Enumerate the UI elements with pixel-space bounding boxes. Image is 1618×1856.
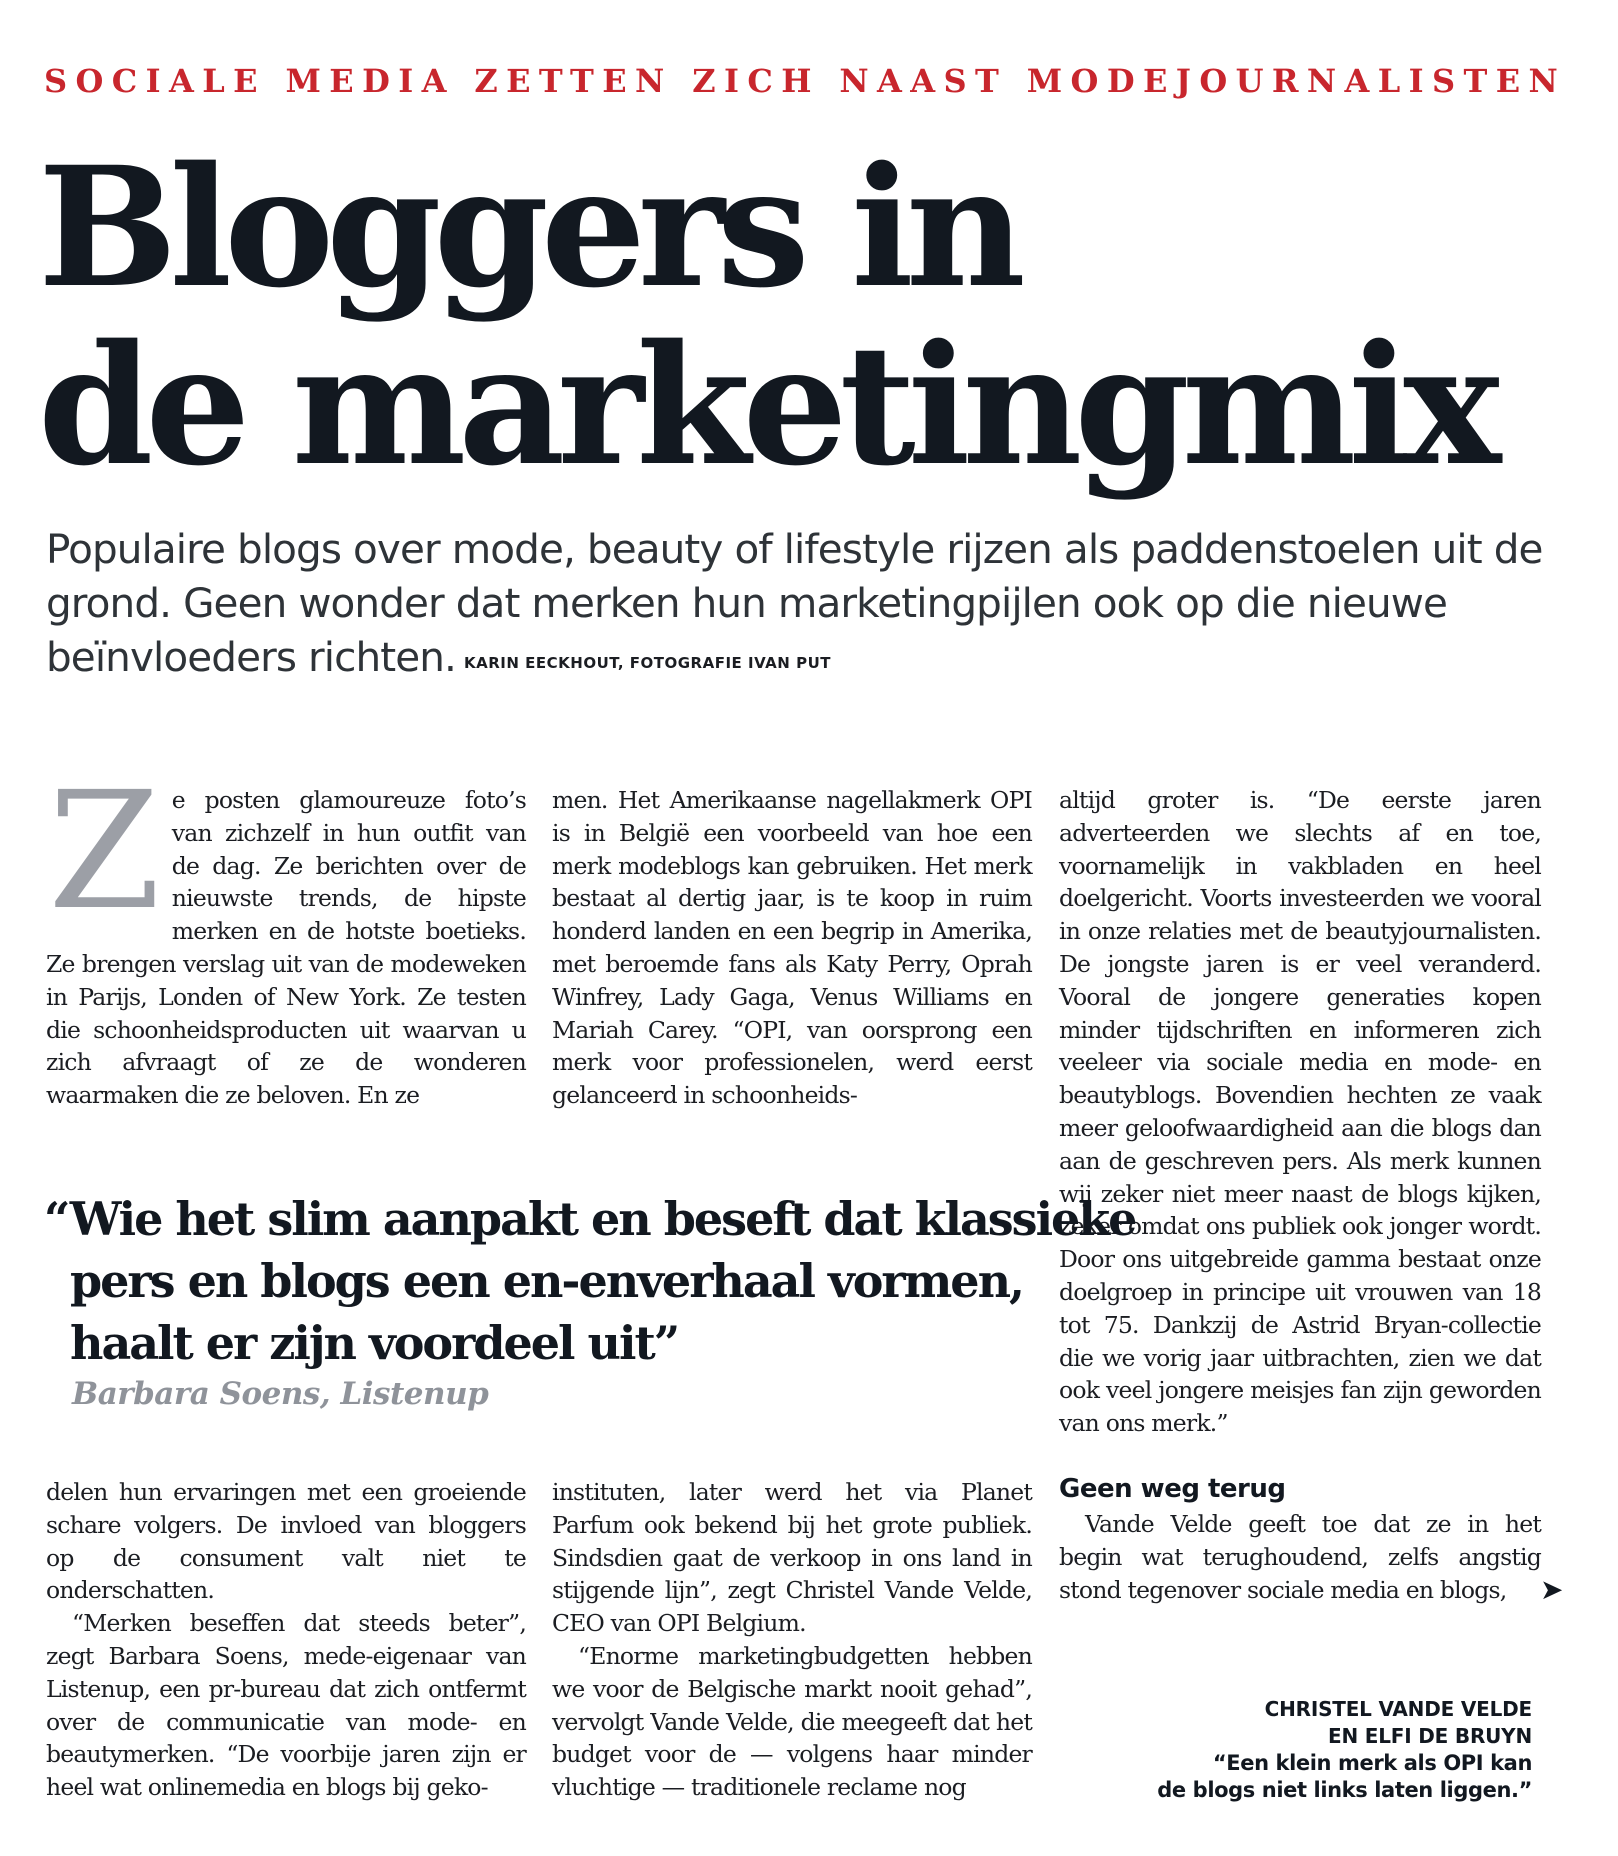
pull-quote-line-1: “Wie het slim aanpakt en beseft dat klassieke — [44, 1192, 1136, 1246]
caption-names-line-1: CHRISTEL VANDE VELDE — [1264, 1697, 1532, 1721]
caption-quote-line-2: de blogs niet links laten liggen.” — [1157, 1778, 1532, 1802]
body-paragraph: Vande Velde geeft toe dat ze in het begin wat terughoudend, zelfs angstig stond tegenover sociale media en blogs, — [1059, 1510, 1541, 1604]
body-column-2-bottom — [552, 1476, 1032, 1804]
pull-quote-line-2: pers en blogs een en-enverhaal vormen, — [70, 1254, 1024, 1308]
kicker: SOCIALE MEDIA ZETTEN ZICH NAAST MODEJOURNALISTEN — [44, 62, 1567, 100]
body-paragraph: altijd groter is. “De eerste jaren adverteerden we slechts af en toe, voornamelijk in vakbladen en heel doelgericht. Voorts investeerden we vooral in onze relaties met de beautyjournalisten. De jongste jaren is er veel veranderd. Vooral de jongere generaties kopen minder tijdschriften en informeren zich veeleer via sociale media en mode- en beautyblogs. Bovendien hechten ze vaak meer geloofwaardigheid aan die blogs dan aan de geschreven pers. Als merk kunnen wij zeker niet meer naast de blogs kijken, zeker omdat ons publiek ook jonger wordt. Door ons uitgebreide gamma bestaat onze doelgroep in principe uit vrouwen van 18 tot 75. Dankzij de Astrid Bryan-collectie die we vorig jaar uitbrachten, zien we dat ook veel jongere meisjes fan zijn geworden van ons merk.” — [1059, 786, 1541, 1438]
intro-lead — [46, 522, 1576, 690]
pull-quote — [44, 1188, 1136, 1374]
body-paragraph: “Enorme marketingbudgetten hebben we voor de Belgische markt nooit gehad”, vervolgt Vande Velde, die meegeeft dat het budget voor de — volgens haar minder vluchtige — traditionele reclame nog — [552, 1641, 1032, 1802]
pull-quote-author: Barbara Soens, Listenup — [72, 1376, 489, 1412]
headline-line-2: de marketingmix — [38, 308, 1494, 502]
body-paragraph: “Merken beseffen dat steeds beter”, zegt Barbara Soens, mede-eigenaar van Listenup, een pr-bureau dat zich ontfermt over de communicatie van mode- en beautymerken. “De voorbije jaren zijn er heel wat onlinemedia en blogs bij geko- — [46, 1609, 526, 1802]
caption-names-line-2: EN ELFI DE BRUYN — [1328, 1724, 1532, 1748]
body-paragraph: delen hun ervaringen met een groeiende schare volgers. De invloed van bloggers op de consument valt niet te onderschatten. — [46, 1478, 526, 1605]
headline-line-1: Bloggers in — [38, 130, 1018, 324]
continue-arrow-icon: ➤ — [1540, 1573, 1564, 1606]
body-paragraph: men. Het Amerikaanse nagellakmerk OPI is in België een voorbeeld van hoe een merk modeblogs kan gebruiken. Het merk bestaat al dertig jaar, is te koop in ruim honderd landen en een begrip in Amerika, met beroemde fans als Katy Perry, Oprah Winfrey, Lady Gaga, Venus Williams en Mariah Carey. “OPI, van oorsprong een merk voor professionelen, werd eerst gelanceerd in schoonheids- — [552, 786, 1032, 1110]
headline — [38, 130, 1598, 502]
body-column-3-bottom — [1059, 1508, 1541, 1606]
body-column-1-top — [46, 758, 526, 1112]
byline-credit: KARIN EECKHOUT, FOTOGRAFIE IVAN PUT — [464, 654, 831, 672]
body-column-3-top — [1059, 784, 1541, 1440]
dropcap: Z — [48, 758, 160, 946]
photo-caption — [1012, 1696, 1532, 1804]
body-paragraph: e posten glamoureuze foto’s van zichzelf in hun outfit van de dag. Ze berichten over de nieuwste trends, de hipste merken en de hotste boetieks. Ze brengen verslag uit van de modeweken in Parijs, Londen of New York. Ze testen die schoonheidsproducten uit waarvan u zich afvraagt of ze de wonderen waarmaken die ze beloven. En ze — [46, 786, 526, 1110]
body-column-1-bottom — [46, 1476, 526, 1804]
body-column-2-top — [552, 784, 1032, 1112]
section-subhead: Geen weg terug — [1059, 1474, 1286, 1504]
pull-quote-line-3: haalt er zijn voordeel uit” — [70, 1316, 679, 1370]
body-paragraph: instituten, later werd het via Planet Parfum ook bekend bij het grote publiek. Sindsdien gaat de verkoop in ons land in stijgende lijn”, zegt Christel Vande Velde, CEO van OPI Belgium. — [552, 1478, 1032, 1638]
intro-text: Populaire blogs over mode, beauty of lifestyle rijzen als paddenstoelen uit de grond. Geen wonder dat merken hun marketingpijlen ook op die nieuwe beïnvloeders richten. — [46, 525, 1543, 681]
caption-quote-line-1: “Een klein merk als OPI kan — [1212, 1751, 1532, 1775]
